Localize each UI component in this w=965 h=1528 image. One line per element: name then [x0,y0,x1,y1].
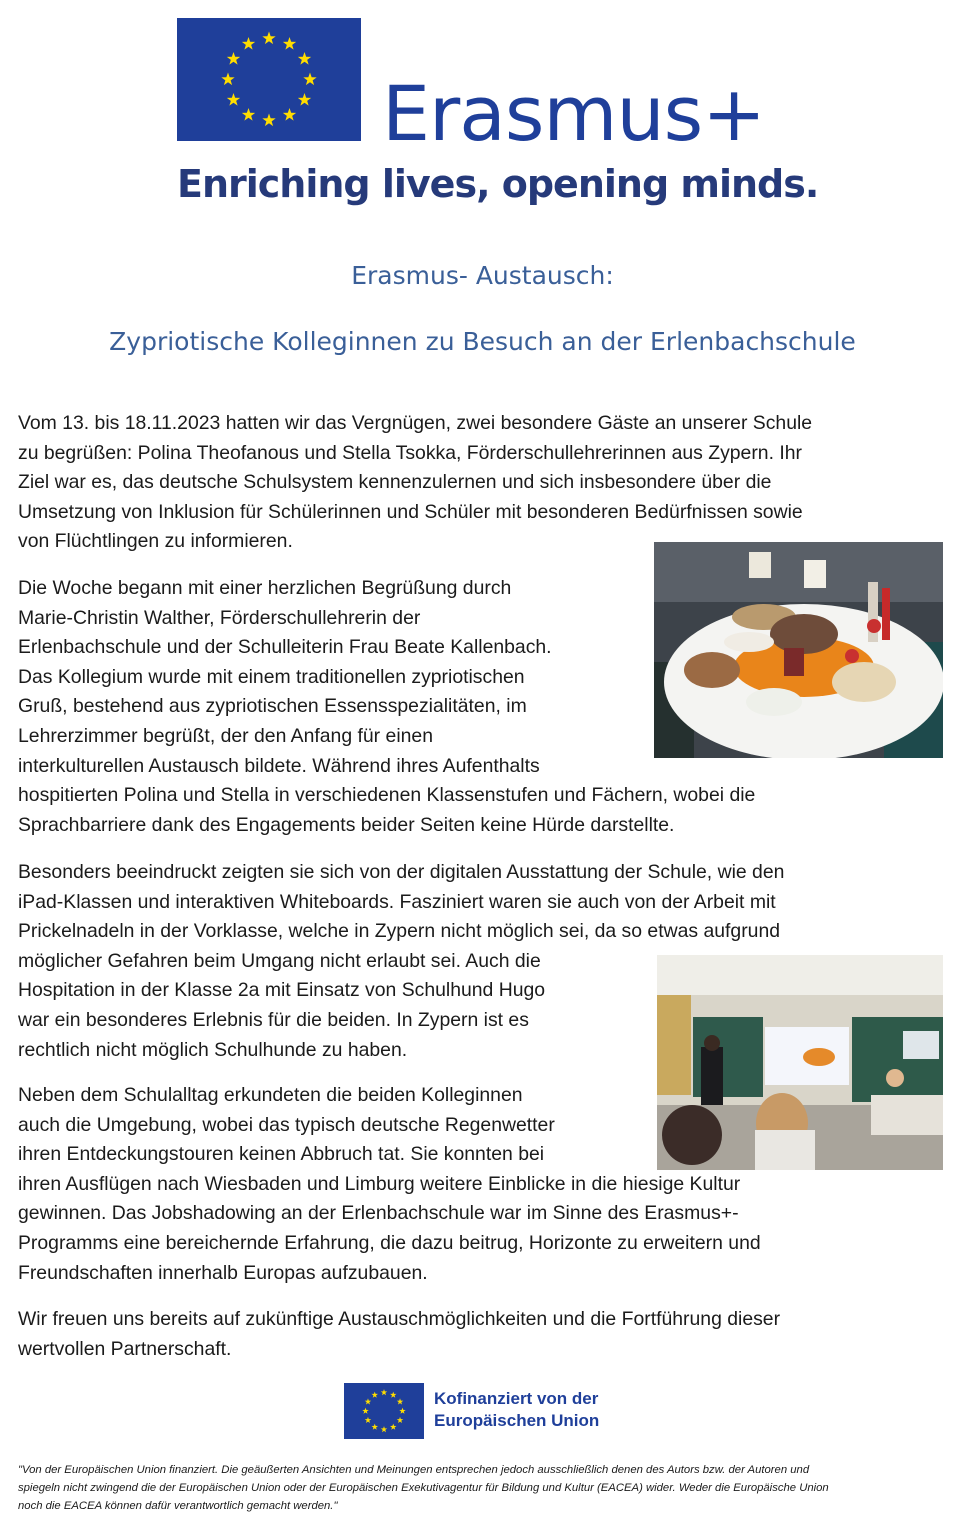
erasmus-plus-logo [177,18,819,218]
cofund-label [434,1388,599,1432]
text-line: rechtlich nicht möglich Schulhunde zu haben. [18,1038,408,1061]
eu-star-icon [365,1417,371,1423]
text-line: Hospitation in der Klasse 2a mit Einsatz von Schulhund Hugo [18,979,546,1002]
text-line: Vom 13. bis 18.11.2023 hatten wir das Vergnügen, zwei besondere Gäste an unserer Schule [18,412,813,434]
eu-star-icon [365,1398,371,1404]
eu-star-icon [262,114,275,127]
text-line: interkulturellen Austausch bildete. Während ihres Aufenthalts [18,754,540,777]
cofund-line: Kofinanziert von der [434,1389,599,1408]
paragraph-intro [18,409,812,557]
eu-star-icon [390,1392,396,1398]
text-line: auch die Umgebung, wobei das typisch deutsche Regenwetter [18,1113,555,1136]
eu-flag-icon [177,18,361,141]
eu-star-icon [397,1417,403,1423]
eu-star-icon [298,52,311,65]
eu-stars [177,18,361,141]
eu-cofunded-logo [344,1383,634,1439]
text-line: Programms eine bereichernde Erfahrung, die dazu beitrug, Horizonte zu erweitern und [18,1231,761,1254]
text-line: Wir freuen uns bereits auf zukünftige Austauschmöglichkeiten und die Fortführung dieser [18,1308,781,1330]
text-line: Sprachbarriere dank des Engagements beider Seiten keine Hürde darstellte. [18,813,675,836]
slogan: Enriching lives, opening minds. [177,162,819,206]
eu-star-icon [399,1408,405,1414]
text-line: Neben dem Schulalltag erkundeten die beiden Kolleginnen [18,1084,523,1106]
paragraph-closing [18,1305,780,1364]
eu-star-icon [221,73,234,86]
eu-star-icon [397,1398,403,1404]
text-line: Erlenbachschule und der Schulleiterin Frau Beate Kallenbach. [18,636,552,659]
article-title: Zypriotische Kolleginnen zu Besuch an der Erlenbachschule [109,327,856,356]
eu-star-icon [303,73,316,86]
text-line: gewinnen. Das Jobshadowing an der Erlenbachschule war im Sinne des Erasmus+- [18,1202,739,1225]
text-line: Marie-Christin Walther, Förderschullehrerin der [18,606,421,629]
disclaimer-line: spiegeln nicht zwingend die der Europäischen Union oder der Europäischen Exekutivagentur für Bildung und Kultur (EACEA) wider. Weder die Europäische Union [18,1482,829,1494]
text-line: war ein besonderes Erlebnis für die beiden. In Zypern ist es [18,1008,529,1031]
paragraph-excursions [18,1081,761,1288]
eu-star-icon [362,1408,368,1414]
text-line: zu begrüßen: Polina Theofanous und Stella Tsokka, Förderschullehrerinnen aus Zypern. Ihr [18,441,802,464]
eu-star-icon [381,1389,387,1395]
brand-name: Erasmus+ [382,69,765,158]
text-line: Die Woche begann mit einer herzlichen Begrüßung durch [18,577,512,599]
text-line: Lehrerzimmer begrüßt, der den Anfang für einen [18,724,433,747]
text-line: Prickelnadeln in der Vorklasse, welche in Zypern nicht möglich sei, da so etwas aufgrund [18,920,781,943]
disclaimer-line: "Von der Europäischen Union finanziert. Die geäußerten Ansichten und Meinungen entsprechen jedoch ausschließlich denen des Autors bzw. der Autoren und [18,1464,810,1476]
eu-star-icon [372,1424,378,1430]
eu-star-icon [283,37,296,50]
disclaimer-line: noch die EACEA können dafür verantwortlich gemacht werden." [18,1500,338,1512]
eu-star-icon [242,108,255,121]
text-line: hospitierten Polina und Stella in verschiedenen Klassenstufen und Fächern, wobei die [18,784,756,807]
eu-star-icon [283,108,296,121]
eu-star-icon [242,37,255,50]
paragraph-welcome [18,574,755,840]
text-line: Besonders beeindruckt zeigten sie sich von der digitalen Ausstattung der Schule, wie den [18,861,785,883]
eu-star-icon [227,93,240,106]
text-line: iPad-Klassen und interaktiven Whiteboards. Fasziniert waren sie auch von der Arbeit mit [18,890,776,913]
eu-star-icon [381,1426,387,1432]
text-line: Ziel war es, das deutsche Schulsystem kennenzulernen und sich insbesondere über die [18,471,772,494]
eu-star-icon [262,32,275,45]
text-line: Gruß, bestehend aus zypriotischen Essensspezialitäten, im [18,695,527,718]
text-line: von Flüchtlingen zu informieren. [18,530,293,553]
text-line: Freundschaften innerhalb Europas aufzubauen. [18,1261,428,1284]
eu-star-icon [390,1424,396,1430]
eu-star-icon [372,1392,378,1398]
eu-star-icon [298,93,311,106]
text-line: möglicher Gefahren beim Umgang nicht erlaubt sei. Auch die [18,949,541,972]
eu-flag-icon [344,1383,424,1439]
cofund-line: Europäischen Union [434,1411,600,1430]
text-line: ihren Entdeckungstouren keinen Abbruch tat. Sie konnten bei [18,1143,545,1166]
text-line: ihren Ausflügen nach Wiesbaden und Limburg weitere Einblicke in die hiesige Kultur [18,1172,741,1195]
eu-star-icon [227,52,240,65]
text-line: Umsetzung von Inklusion für Schülerinnen und Schüler mit besonderen Bedürfnissen sowie [18,500,803,523]
article-subtitle: Erasmus- Austausch: [351,261,614,290]
text-line: Das Kollegium wurde mit einem traditionellen zypriotischen [18,665,525,688]
text-line: wertvollen Partnerschaft. [18,1337,232,1360]
eu-stars [344,1383,424,1439]
eu-disclaimer [18,1461,946,1515]
